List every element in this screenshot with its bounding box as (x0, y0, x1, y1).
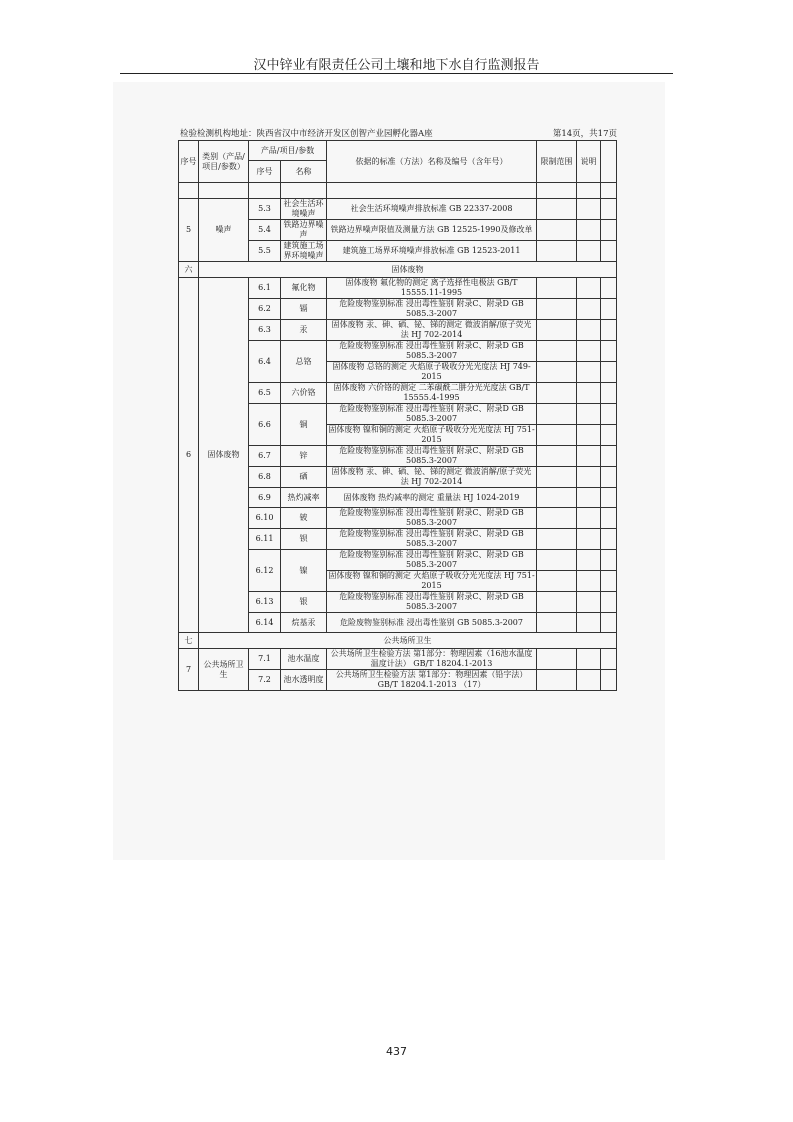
empty-cell (327, 183, 537, 199)
header-category: 类别（产品/项目/参数） (199, 141, 249, 183)
note-cell (577, 404, 601, 425)
empty-cell (577, 183, 601, 199)
note-cell (577, 320, 601, 341)
standard-text: 社会生活环境噪声排放标准 GB 22337-2008 (327, 199, 537, 220)
extra-cell (601, 508, 617, 529)
extra-cell (601, 278, 617, 299)
standard-text: 危险废物鉴别标准 浸出毒性鉴别 附录C、附录D GB 5085.3-2007 (327, 550, 537, 571)
item-number: 6.11 (249, 529, 281, 550)
category-name: 噪声 (199, 199, 249, 262)
item-number: 6.9 (249, 488, 281, 508)
note-cell (577, 670, 601, 691)
item-name: 镉 (281, 299, 327, 320)
standard-text: 危险废物鉴别标准 浸出毒性鉴别 附录C、附录D GB 5085.3-2007 (327, 299, 537, 320)
extra-cell (601, 649, 617, 670)
item-name: 总铬 (281, 341, 327, 383)
limit-cell (537, 320, 577, 341)
note-cell (577, 341, 601, 362)
note-cell (577, 220, 601, 241)
extra-cell (601, 425, 617, 446)
standard-text: 固体废物 氟化物的测定 离子选择性电极法 GB/T 15555.11-1995 (327, 278, 537, 299)
item-name: 热灼减率 (281, 488, 327, 508)
page-number: 437 (386, 1045, 407, 1058)
category-name: 公共场所卫生 (199, 649, 249, 691)
item-name: 烷基汞 (281, 613, 327, 633)
extra-cell (601, 592, 617, 613)
section-number: 六 (179, 262, 199, 278)
item-number: 6.2 (249, 299, 281, 320)
item-name: 建筑施工场界环境噪声 (281, 241, 327, 262)
item-name: 铁路边界噪声 (281, 220, 327, 241)
standard-text: 危险废物鉴别标准 浸出毒性鉴别 附录C、附录D GB 5085.3-2007 (327, 404, 537, 425)
item-number: 6.3 (249, 320, 281, 341)
standard-text: 固体废物 镍和铜的测定 火焰原子吸收分光光度法 HJ 751-2015 (328, 571, 535, 590)
item-number: 6.13 (249, 592, 281, 613)
limit-cell (537, 571, 577, 592)
item-number: 7.2 (249, 670, 281, 691)
item-number: 6.6 (249, 404, 281, 446)
limit-cell (537, 467, 577, 488)
item-name: 汞 (281, 320, 327, 341)
note-cell (577, 529, 601, 550)
standard-text: 危险废物鉴别标准 浸出毒性鉴别 GB 5085.3-2007 (327, 613, 537, 633)
table-row (179, 183, 617, 199)
item-number: 6.4 (249, 341, 281, 383)
standard-text: 危险废物鉴别标准 浸出毒性鉴别 附录C、附录D GB 5085.3-2007 (327, 446, 537, 467)
note-cell (577, 241, 601, 262)
header-item-no: 序号 (249, 161, 281, 183)
extra-cell (601, 220, 617, 241)
extra-cell (601, 550, 617, 571)
item-name: 社会生活环境噪声 (281, 199, 327, 220)
note-cell (577, 199, 601, 220)
item-name: 银 (281, 592, 327, 613)
standard-text: 危险废物鉴别标准 浸出毒性鉴别 附录C、附录D GB 5085.3-2007 (327, 341, 537, 362)
extra-cell (601, 404, 617, 425)
page-header-title: 汉中锌业有限责任公司土壤和地下水自行监测报告 (253, 58, 540, 73)
extra-cell (601, 383, 617, 404)
header-extra (601, 141, 617, 183)
item-name: 池水透明度 (281, 670, 327, 691)
category-number: 5 (179, 199, 199, 262)
table-row (179, 278, 617, 299)
section-title: 公共场所卫生 (199, 633, 617, 649)
item-name: 六价铬 (281, 383, 327, 404)
empty-cell (179, 183, 199, 199)
extra-cell (601, 670, 617, 691)
limit-cell (537, 341, 577, 362)
standard-text: 固体废物 热灼减率的测定 重量法 HJ 1024-2019 (327, 488, 537, 508)
section-number: 七 (179, 633, 199, 649)
note-cell (577, 425, 601, 446)
limit-cell (537, 488, 577, 508)
header-item-name: 名称 (281, 161, 327, 183)
extra-cell (601, 467, 617, 488)
standard-text: 铁路边界噪声限值及测量方法 GB 12525-1990及修改单 (327, 220, 537, 241)
page-info: 第14页，共17页 (552, 129, 617, 139)
extra-cell (601, 320, 617, 341)
limit-cell (537, 220, 577, 241)
limit-cell (537, 613, 577, 633)
extra-cell (601, 299, 617, 320)
standard-text: 固体废物 六价铬的测定 二苯碳酰二肼分光光度法 GB/T 15555.4-1995 (327, 383, 537, 404)
category-number: 7 (179, 649, 199, 691)
empty-cell (199, 183, 249, 199)
note-cell (577, 571, 601, 592)
note-cell (577, 467, 601, 488)
limit-cell (537, 404, 577, 425)
empty-cell (249, 183, 281, 199)
item-name: 锌 (281, 446, 327, 467)
limit-cell (537, 550, 577, 571)
standard-text: 固体废物 汞、砷、硒、铋、锑的测定 微波消解/原子荧光法 HJ 702-2014 (327, 320, 537, 341)
note-cell (577, 508, 601, 529)
note-cell (577, 446, 601, 467)
standard-text: 公共场所卫生检验方法 第1部分：物理因素（铅字法） GB/T 18204.1-2013 （17） (327, 670, 537, 691)
empty-cell (537, 183, 577, 199)
extra-cell (601, 529, 617, 550)
extra-cell (601, 613, 617, 633)
item-number: 6.1 (249, 278, 281, 299)
extra-cell (601, 571, 617, 592)
empty-cell (281, 183, 327, 199)
standard-text: 危险废物鉴别标准 浸出毒性鉴别 附录C、附录D GB 5085.3-2007 (327, 592, 537, 613)
limit-cell (537, 446, 577, 467)
item-number: 5.3 (249, 199, 281, 220)
note-cell (577, 362, 601, 383)
table-row (179, 262, 617, 278)
item-number: 5.5 (249, 241, 281, 262)
item-name: 硒 (281, 467, 327, 488)
item-name: 池水温度 (281, 649, 327, 670)
limit-cell (537, 299, 577, 320)
extra-cell (601, 446, 617, 467)
item-name: 镍 (281, 550, 327, 592)
item-number: 6.12 (249, 550, 281, 592)
header-standard: 依据的标准（方法）名称及编号（含年号） (327, 141, 537, 183)
item-number: 6.8 (249, 467, 281, 488)
empty-cell (601, 183, 617, 199)
header-note: 说明 (577, 141, 601, 183)
table-row (179, 199, 617, 220)
limit-cell (537, 529, 577, 550)
category-number: 6 (179, 278, 199, 633)
extra-cell (601, 199, 617, 220)
standard-text: 建筑施工场界环境噪声排放标准 GB 12523-2011 (327, 241, 537, 262)
item-name: 氟化物 (281, 278, 327, 299)
note-cell (577, 278, 601, 299)
standard-text: 固体废物 总铬的测定 火焰原子吸收分光光度法 HJ 749-2015 (327, 362, 537, 383)
extra-cell (601, 362, 617, 383)
note-cell (577, 550, 601, 571)
item-name: 铍 (281, 508, 327, 529)
extra-cell (601, 341, 617, 362)
standard-text: 危险废物鉴别标准 浸出毒性鉴别 附录C、附录D GB 5085.3-2007 (327, 529, 537, 550)
item-name: 钡 (281, 529, 327, 550)
standard-text: 公共场所卫生检验方法 第1部分：物理因素（16池水温度 温度计法） GB/T 18204.1-2013 (327, 649, 537, 670)
limit-cell (537, 241, 577, 262)
header-rule (120, 73, 673, 74)
note-cell (577, 488, 601, 508)
limit-cell (537, 278, 577, 299)
extra-cell (601, 241, 617, 262)
item-name: 铜 (281, 404, 327, 446)
header-limit: 限制范围 (537, 141, 577, 183)
limit-cell (537, 199, 577, 220)
note-cell (577, 383, 601, 404)
header-seq: 序号 (179, 141, 199, 183)
header-param-group: 产品/项目/参数 (249, 141, 327, 161)
extra-cell (601, 488, 617, 508)
limit-cell (537, 362, 577, 383)
limit-cell (537, 508, 577, 529)
item-number: 6.14 (249, 613, 281, 633)
item-number: 5.4 (249, 220, 281, 241)
limit-cell (537, 649, 577, 670)
note-cell (577, 592, 601, 613)
scope-table (178, 140, 617, 691)
limit-cell (537, 670, 577, 691)
standard-text: 固体废物 汞、砷、硒、铋、锑的测定 微波消解/原子荧光法 HJ 702-2014 (327, 467, 537, 488)
limit-cell (537, 425, 577, 446)
standard-text: 固体废物 镍和铜的测定 火焰原子吸收分光光度法 HJ 751-2015 (328, 425, 535, 444)
lab-address: 检验检测机构地址：陕西省汉中市经济开发区创智产业园孵化器A座 (180, 129, 433, 139)
limit-cell (537, 383, 577, 404)
table-row (179, 141, 617, 161)
note-cell (577, 649, 601, 670)
note-cell (577, 299, 601, 320)
standard-text: 危险废物鉴别标准 浸出毒性鉴别 附录C、附录D GB 5085.3-2007 (327, 508, 537, 529)
table-row (179, 649, 617, 670)
limit-cell (537, 592, 577, 613)
category-name: 固体废物 (199, 278, 249, 633)
section-title: 固体废物 (199, 262, 617, 278)
table-row (179, 633, 617, 649)
item-number: 6.5 (249, 383, 281, 404)
item-number: 7.1 (249, 649, 281, 670)
note-cell (577, 613, 601, 633)
item-number: 6.10 (249, 508, 281, 529)
item-number: 6.7 (249, 446, 281, 467)
